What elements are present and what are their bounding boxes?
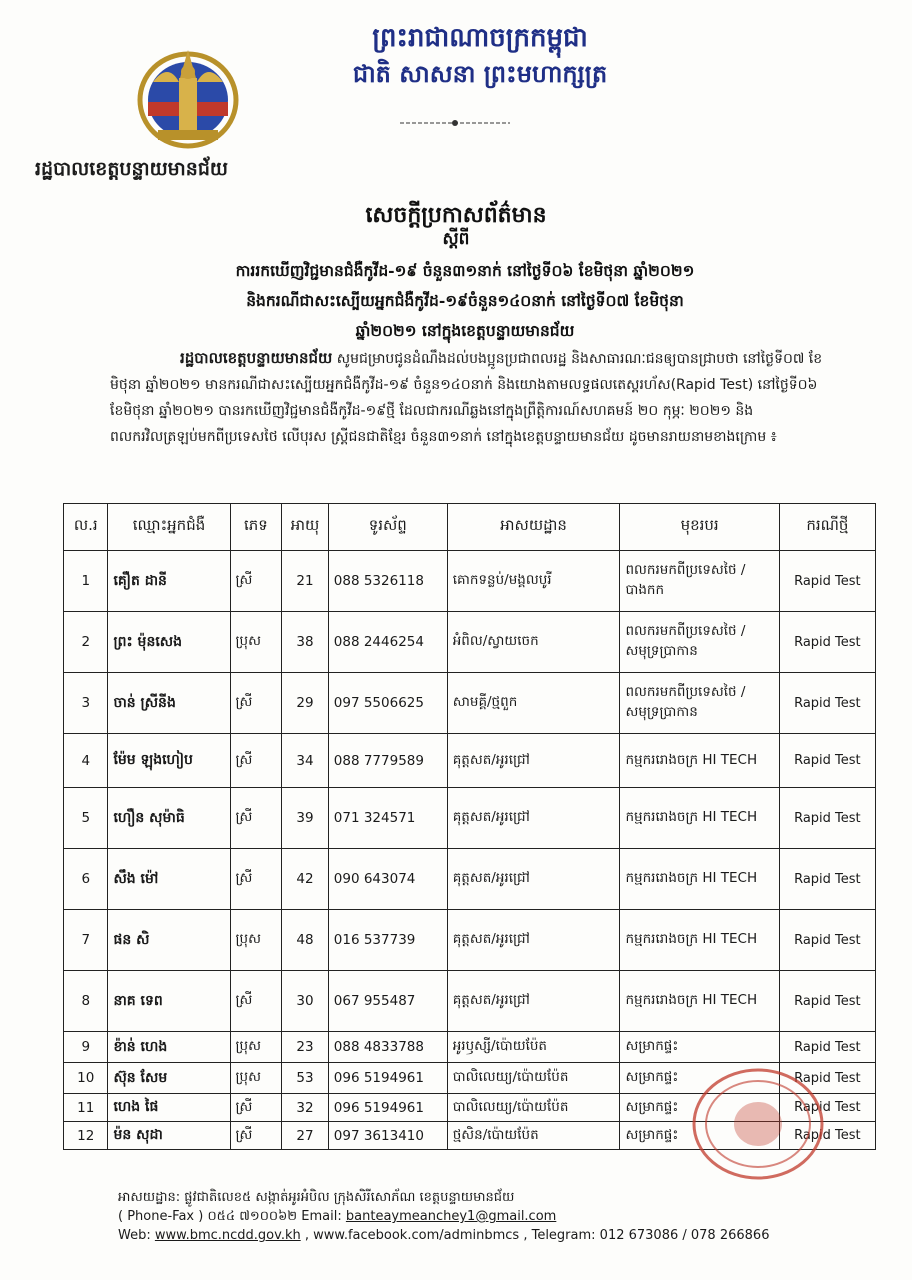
case-type: Rapid Test (779, 971, 875, 1032)
patient-address: បាលិលេយ្យ/ប៉ោយប៉ែត (447, 1063, 620, 1094)
table-row (64, 734, 876, 788)
patient-phone: 096 5194961 (328, 1063, 447, 1094)
patient-sex: ស្រី (230, 971, 282, 1032)
patient-phone: 097 3613410 (328, 1122, 447, 1150)
row-no: 7 (64, 910, 108, 971)
patient-sex: ស្រី (230, 673, 282, 734)
document-about: ស្តីពី (442, 229, 470, 249)
col-address: អាសយដ្ឋាន (447, 504, 620, 551)
footer-address: អាសយដ្ឋាន: ផ្លូវជាតិលេខ៥ សង្កាត់អូរអំបិល ក្រុងសិរីសោភ័ណ ខេត្តបន្ទាយមានជ័យ (118, 1190, 515, 1205)
case-type: Rapid Test (779, 1122, 875, 1150)
patient-age: 21 (282, 551, 329, 612)
email-link[interactable]: banteaymeanchey1@gmail.com (345, 1209, 557, 1224)
patient-sex: ស្រី (230, 788, 282, 849)
row-no: 12 (64, 1122, 108, 1150)
table-row (64, 788, 876, 849)
issuing-authority: រដ្ឋបាលខេត្តបន្ទាយមានជ័យ (35, 158, 228, 180)
patient-name: ស៊ុន សែម (108, 1063, 230, 1094)
telegram-contact: , Telegram: 012 673086 / 078 266866 (523, 1228, 770, 1243)
case-type: Rapid Test (779, 788, 875, 849)
patient-age: 34 (282, 734, 329, 788)
facebook-link[interactable]: , www.facebook.com/adminbmcs (304, 1228, 520, 1243)
paragraph-lead: រដ្ឋបាលខេត្តបន្ទាយមានជ័យ (180, 349, 333, 367)
patient-phone: 096 5194961 (328, 1094, 447, 1122)
case-type: Rapid Test (779, 734, 875, 788)
patient-name: ផន សិ (108, 910, 230, 971)
patient-sex: ស្រី (230, 849, 282, 910)
row-no: 4 (64, 734, 108, 788)
patient-table (63, 503, 876, 1150)
patient-phone: 088 5326118 (328, 551, 447, 612)
table-row (64, 612, 876, 673)
patient-occupation: ពលករមកពីប្រទេសថៃ / បាងកក (620, 551, 779, 612)
footer-contact (118, 1188, 878, 1245)
patient-occupation: កម្មកររោងចក្រ HI TECH (620, 734, 779, 788)
patient-phone: 088 2446254 (328, 612, 447, 673)
row-no: 5 (64, 788, 108, 849)
document-subject (110, 256, 820, 346)
patient-sex: ប្រុស (230, 910, 282, 971)
col-phone: ទូរស័ព្ទ (328, 504, 447, 551)
web-label: Web: (118, 1228, 151, 1243)
patient-occupation: កម្មកររោងចក្រ HI TECH (620, 788, 779, 849)
col-no: ល.រ (64, 504, 108, 551)
col-occupation: មុខរបរ (620, 504, 779, 551)
patient-name: គឿត ដានី (108, 551, 230, 612)
table-row (64, 971, 876, 1032)
kingdom-name: ព្រះរាជាណាចក្រកម្ពុជា (372, 23, 588, 53)
patient-name: ចាន់ ស្រីនីង (108, 673, 230, 734)
email-label: Email: (301, 1209, 342, 1224)
patient-address: បាលិលេយ្យ/ប៉ោយប៉ែត (447, 1094, 620, 1122)
patient-occupation: សម្រាកផ្ទះ (620, 1094, 779, 1122)
patient-address: គុត្តសត/អូរជ្រៅ (447, 734, 620, 788)
case-type: Rapid Test (779, 551, 875, 612)
patient-sex: ប្រុស (230, 612, 282, 673)
patient-phone: 088 4833788 (328, 1032, 447, 1063)
patient-age: 30 (282, 971, 329, 1032)
patient-address: គុត្តសត/អូរជ្រៅ (447, 788, 620, 849)
col-age: អាយុ (282, 504, 329, 551)
patient-address: គោកទន្លប់/មង្គលបូរី (447, 551, 620, 612)
paragraph-text: សូមជម្រាបជូនដំណឹងដល់បងប្អូនប្រជាពលរដ្ឋ និងសាធារណៈជនឲ្យបានជ្រាបថា នៅថ្ងៃទី០៧ ខែមិថុនា ឆ្នាំ២០២១ មានករណីជាសះស្បើយអ្នកជំងឺកូវីដ-១៩ ចំនួន១៤០នាក់ និងយោងតាមលទ្ធផលតេស្តរហ័ស(Rapid Test) នៅថ្ងៃទី០៦ ខែមិថុនា ឆ្នាំ២០២១ បានរកឃើញវិជ្ជមានជំងឺកូវីដ-១៩ថ្មី ដែលជាករណីឆ្លងនៅក្នុងព្រឹត្តិការណ៍សហគមន៍ ២០ កុម្ភៈ ២០២១ និងពលករវិលត្រឡប់មកពីប្រទេសថៃ លើបុរស ស្ត្រីជនជាតិខ្មែរ ចំនួន៣១នាក់ នៅក្នុងខេត្តបន្ទាយមានជ័យ ដូចមានរាយនាមខាងក្រោម ៖ (110, 351, 823, 445)
table-row (64, 673, 876, 734)
row-no: 1 (64, 551, 108, 612)
row-no: 8 (64, 971, 108, 1032)
patient-age: 23 (282, 1032, 329, 1063)
national-motto: ជាតិ សាសនា ព្រះមហាក្សត្រ (352, 59, 608, 88)
patient-occupation: កម្មកររោងចក្រ HI TECH (620, 910, 779, 971)
patient-occupation: សម្រាកផ្ទះ (620, 1032, 779, 1063)
phone-fax: ( Phone-Fax ) ០៥៤ ៧១០០៦២ (118, 1209, 298, 1224)
case-type: Rapid Test (779, 612, 875, 673)
patient-address: សាមគ្គី/ថ្មពួក (447, 673, 620, 734)
patient-address: អូរឫស្សី/ប៉ោយប៉ែត (447, 1032, 620, 1063)
patient-sex: ប្រុស (230, 1063, 282, 1094)
col-case: ករណីថ្មី (779, 504, 875, 551)
subject-line: ការរកឃើញវិជ្ជមានជំងឺកូវីដ-១៩ ចំនួន៣១នាក់ នៅថ្ងៃទី០៦ ខែមិថុនា ឆ្នាំ២០២១ (235, 261, 695, 280)
website-link[interactable]: www.bmc.ncdd.gov.kh (154, 1228, 301, 1243)
patient-age: 38 (282, 612, 329, 673)
official-seal-icon (676, 1062, 826, 1182)
patient-age: 32 (282, 1094, 329, 1122)
row-no: 2 (64, 612, 108, 673)
patient-occupation: ពលករមកពីប្រទេសថៃ / សមុទ្រប្រាកាន (620, 673, 779, 734)
divider-ornament-icon (400, 118, 510, 128)
announcement-paragraph (110, 345, 830, 450)
case-type: Rapid Test (779, 1063, 875, 1094)
col-sex: ភេទ (230, 504, 282, 551)
patient-occupation: សម្រាកផ្ទះ (620, 1122, 779, 1150)
patient-age: 39 (282, 788, 329, 849)
patient-address: អំពិល/ស្វាយចេក (447, 612, 620, 673)
patient-occupation: កម្មកររោងចក្រ HI TECH (620, 971, 779, 1032)
case-type: Rapid Test (779, 849, 875, 910)
patient-address: ថ្មសិន/ប៉ោយប៉ែត (447, 1122, 620, 1150)
footer-phone-email (118, 1207, 878, 1226)
case-type: Rapid Test (779, 673, 875, 734)
col-name: ឈ្មោះអ្នកជំងឺ (108, 504, 230, 551)
patient-name: ម៉ន សុដា (108, 1122, 230, 1150)
kingdom-header (300, 20, 660, 92)
patient-name: ហឿន សុម៉ាធិ (108, 788, 230, 849)
table-row (64, 551, 876, 612)
row-no: 6 (64, 849, 108, 910)
row-no: 11 (64, 1094, 108, 1122)
patient-name: នាគ ទេព (108, 971, 230, 1032)
patient-occupation: កម្មកររោងចក្រ HI TECH (620, 849, 779, 910)
patient-sex: ប្រុស (230, 1032, 282, 1063)
row-no: 9 (64, 1032, 108, 1063)
patient-occupation: ពលករមកពីប្រទេសថៃ / សមុទ្រប្រាកាន (620, 612, 779, 673)
case-type: Rapid Test (779, 910, 875, 971)
patient-phone: 090 643074 (328, 849, 447, 910)
subject-line: ឆ្នាំ២០២១ នៅក្នុងខេត្តបន្ទាយមានជ័យ (355, 321, 575, 340)
footer-web (118, 1226, 878, 1245)
table-row (64, 849, 876, 910)
patient-address: គុត្តសត/អូរជ្រៅ (447, 910, 620, 971)
table-header-row (64, 504, 876, 551)
patient-name: ម៉ែម ឡុងហៀប (108, 734, 230, 788)
patient-name: ខ៉ាន់ ហេង (108, 1032, 230, 1063)
case-type: Rapid Test (779, 1032, 875, 1063)
row-no: 10 (64, 1063, 108, 1094)
patient-address: គុត្តសត/អូរជ្រៅ (447, 971, 620, 1032)
patient-sex: ស្រី (230, 551, 282, 612)
patient-sex: ស្រី (230, 1122, 282, 1150)
patient-age: 42 (282, 849, 329, 910)
patient-phone: 067 955487 (328, 971, 447, 1032)
row-no: 3 (64, 673, 108, 734)
document-title: សេចក្តីប្រកាសព័ត៌មាន (365, 202, 547, 228)
patient-name: ព្រះ ម៉ុនសេង (108, 612, 230, 673)
patient-phone: 088 7779589 (328, 734, 447, 788)
table-row (64, 910, 876, 971)
table-row (64, 1032, 876, 1063)
royal-emblem-icon (133, 42, 243, 152)
patient-age: 48 (282, 910, 329, 971)
patient-name: ហេង ផៃ (108, 1094, 230, 1122)
patient-age: 29 (282, 673, 329, 734)
patient-age: 27 (282, 1122, 329, 1150)
subject-line: និងករណីជាសះស្បើយអ្នកជំងឺកូវីដ-១៩ចំនួន១៤០នាក់ នៅថ្ងៃទី០៧ ខែមិថុនា (246, 291, 684, 310)
patient-sex: ស្រី (230, 1094, 282, 1122)
patient-phone: 097 5506625 (328, 673, 447, 734)
patient-age: 53 (282, 1063, 329, 1094)
patient-occupation: សម្រាកផ្ទះ (620, 1063, 779, 1094)
case-type: Rapid Test (779, 1094, 875, 1122)
patient-address: គុត្តសត/អូរជ្រៅ (447, 849, 620, 910)
patient-name: សឹង ម៉ៅ (108, 849, 230, 910)
patient-phone: 071 324571 (328, 788, 447, 849)
patient-sex: ស្រី (230, 734, 282, 788)
patient-phone: 016 537739 (328, 910, 447, 971)
